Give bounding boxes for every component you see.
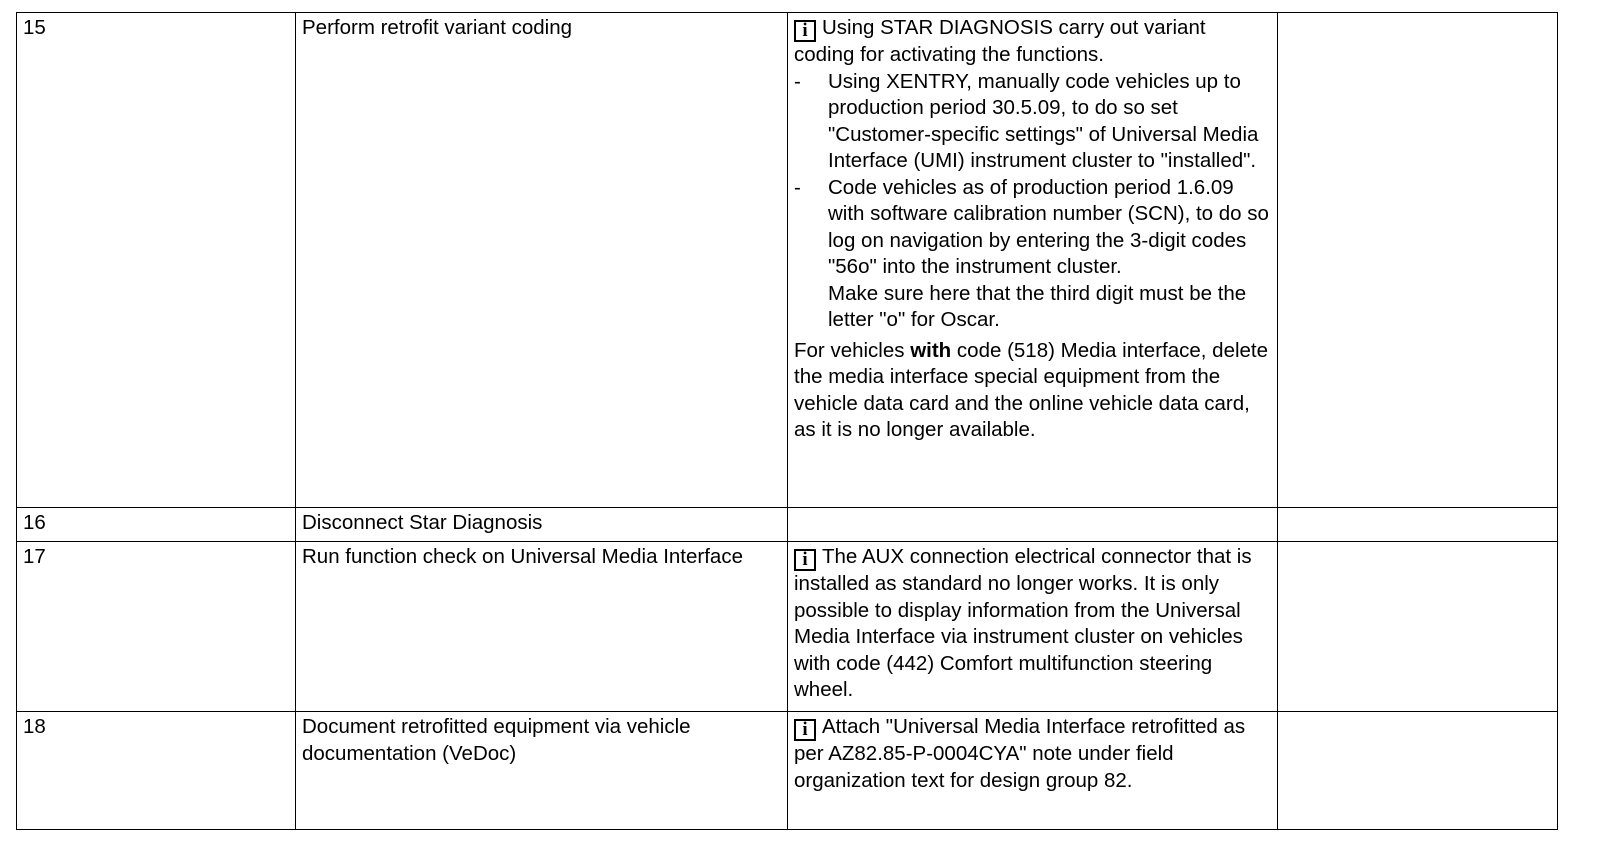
step-task: Document retrofitted equipment via vehicle documentation (VeDoc) (296, 712, 788, 830)
step-note (788, 13, 1278, 508)
note-text: i Attach "Universal Media Interface retrofitted as per AZ82.85-P-0004CYA" note under field organization text for design group 82. (794, 715, 1246, 792)
table-row (17, 712, 1558, 830)
step-note (788, 542, 1278, 712)
info-box-icon: i (794, 719, 816, 741)
step-task: Disconnect Star Diagnosis (296, 508, 788, 542)
step-note (788, 712, 1278, 830)
empty-cell (1278, 13, 1558, 508)
dash-marker: - (794, 69, 801, 93)
note-text: i The AUX connection electrical connector that is installed as standard no longer works. It is only possible to display information from the Universal Media Interface via instrument cluster on vehicles with code (442) Comfort multifunction steering wheel. (794, 545, 1252, 701)
info-box-icon: i (794, 20, 816, 42)
info-box-icon: i (794, 549, 816, 571)
step-number: 15 (17, 13, 296, 508)
empty-cell (1278, 508, 1558, 542)
list-item: - Code vehicles as of production period 1.6.09 with software calibration number (SCN), to do so log on navigation by entering the 3-digit codes "56o" into the instrument cluster. (794, 175, 1269, 278)
step-task: Perform retrofit variant coding (296, 13, 788, 508)
list-item-continuation: Make sure here that the third digit must be the letter "o" for Oscar. (828, 281, 1247, 331)
empty-cell (1278, 542, 1558, 712)
step-number: 17 (17, 542, 296, 712)
empty-cell (1278, 712, 1558, 830)
table-row (17, 542, 1558, 712)
instruction-table (16, 12, 1558, 830)
step-number: 16 (17, 508, 296, 542)
dash-marker: - (794, 175, 801, 199)
step-task: Run function check on Universal Media Interface (296, 542, 788, 712)
empty-cell (788, 508, 1278, 542)
note-intro: i Using STAR DIAGNOSIS carry out variant coding for activating the functions. (794, 16, 1206, 66)
table-row (17, 13, 1558, 508)
table-row (17, 508, 1558, 542)
note-paragraph: For vehicles with code (518) Media interface, delete the media interface special equipment from the vehicle data card and the online vehicle data card, as it is no longer available. (794, 338, 1269, 441)
step-number: 18 (17, 712, 296, 830)
list-item: - Using XENTRY, manually code vehicles up to production period 30.5.09, to do so set "Customer-specific settings" of Universal Media Interface (UMI) instrument cluster to "installed". (794, 69, 1259, 172)
